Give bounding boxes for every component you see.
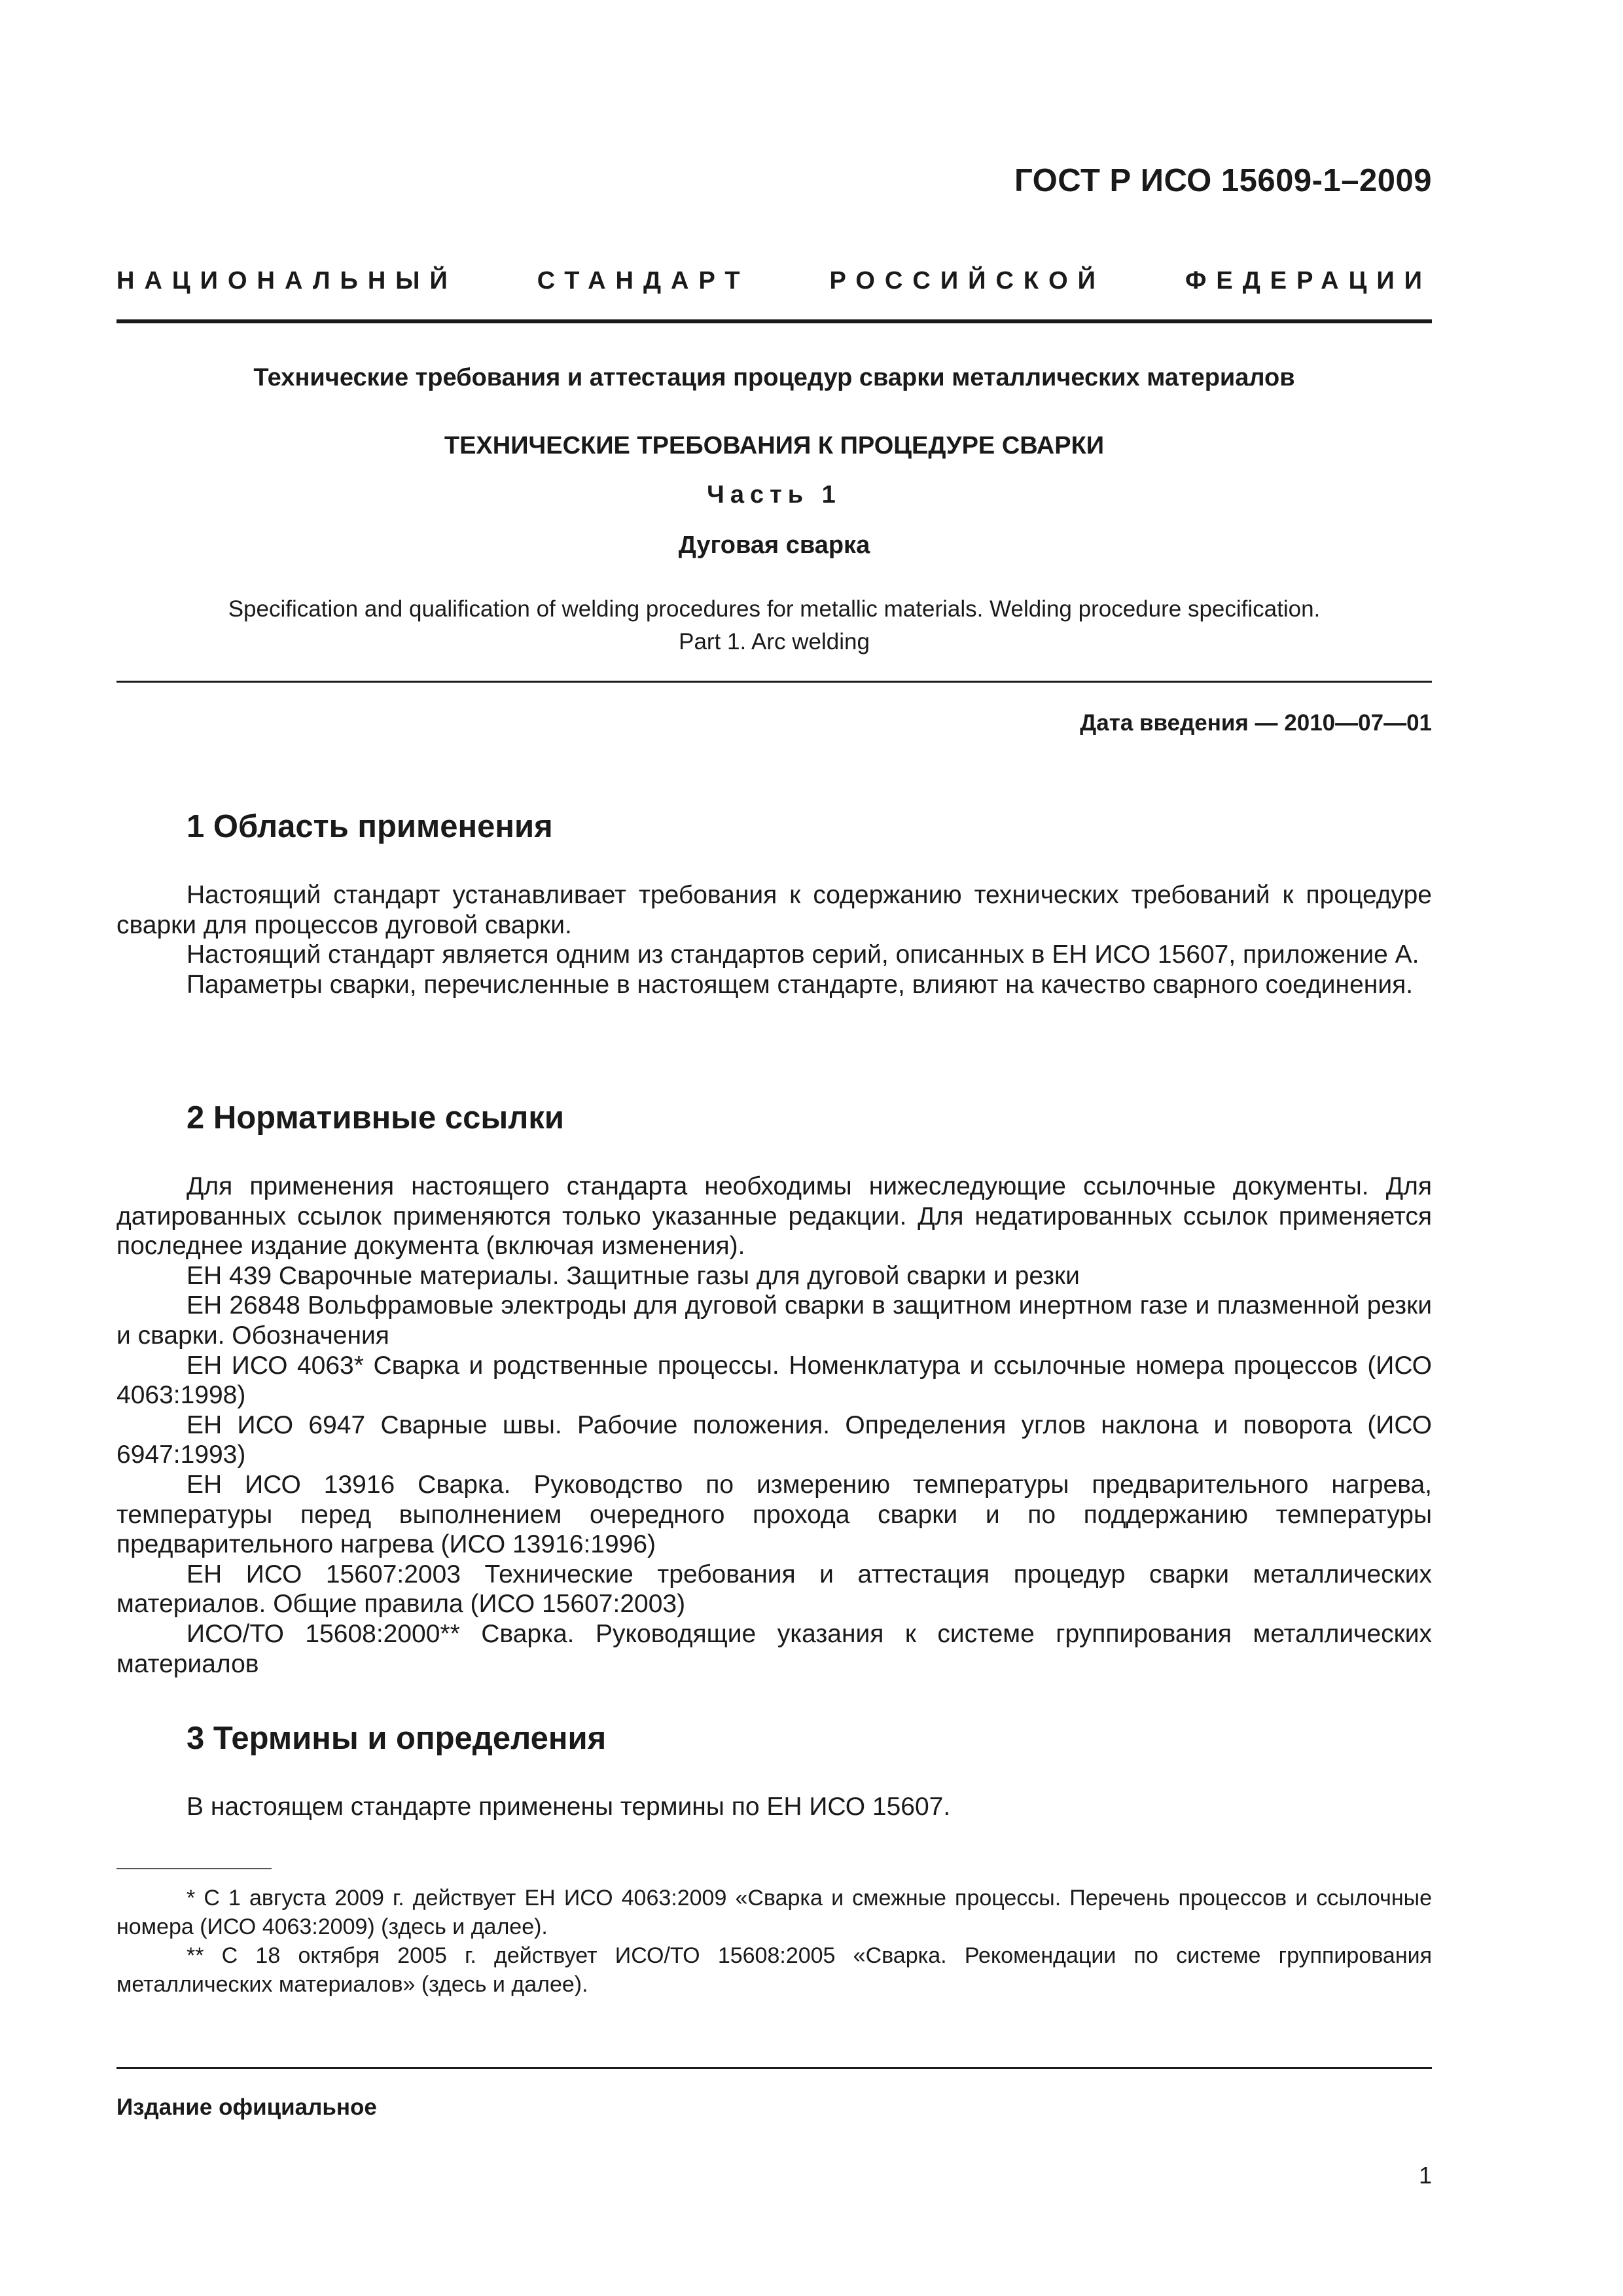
section-body-scope (116, 880, 1432, 999)
national-standard-line (116, 267, 1432, 295)
national-word: ФЕДЕРАЦИИ (1185, 267, 1432, 295)
title-english-line-1: Specification and qualification of welding procedures for metallic materials. Welding procedure specification. (228, 596, 1321, 622)
reference-item: ИСО/ТО 15608:2000** Сварка. Руководящие указания к системе группирования металлических материалов (116, 1619, 1432, 1678)
reference-item: ЕН 26848 Вольфрамовые электроды для дуговой сварки в защитном инертном газе и плазменной резки и сварки. Обозначения (116, 1291, 1432, 1350)
footer-rule (116, 2067, 1432, 2069)
section-heading-terms: 3 Термины и определения (187, 1721, 607, 1756)
footnotes (116, 1884, 1432, 1999)
title-english-line-2: Part 1. Arc welding (679, 629, 870, 655)
national-word: РОССИЙСКОЙ (829, 267, 1105, 295)
paragraph: Параметры сварки, перечисленные в настоящем стандарте, влияют на качество сварного соединения. (187, 970, 1414, 999)
section-heading-scope: 1 Область применения (187, 809, 553, 844)
reference-item: ЕН ИСО 4063* Сварка и родственные процессы. Номенклатура и ссылочные номера процессов (ИСО 4063:1998) (116, 1351, 1432, 1410)
reference-item: ЕН ИСО 15607:2003 Технические требования и аттестация процедур сварки металлических материалов. Общие правила (ИСО 15607:2003) (116, 1560, 1432, 1619)
title-rule (116, 681, 1432, 683)
part-label: Часть 1 (707, 481, 842, 509)
footnote: * С 1 августа 2009 г. действует ЕН ИСО 4063:2009 «Сварка и смежные процессы. Перечень процессов и ссылочные номера (ИСО 4063:2009) (здесь и далее). (116, 1886, 1432, 1939)
page-number: 1 (1418, 2162, 1432, 2189)
document-number: ГОСТ Р ИСО 15609-1–2009 (1014, 163, 1432, 198)
title-caps: ТЕХНИЧЕСКИЕ ТРЕБОВАНИЯ К ПРОЦЕДУРЕ СВАРКИ (444, 432, 1105, 459)
reference-item: ЕН ИСО 6947 Сварные швы. Рабочие положения. Определения углов наклона и поворота (ИСО 6947:1993) (116, 1410, 1432, 1469)
national-word: НАЦИОНАЛЬНЫЙ (116, 267, 457, 295)
title-english (116, 593, 1432, 658)
reference-item: ЕН 439 Сварочные материалы. Защитные газы для дуговой сварки и резки (187, 1261, 1080, 1290)
paragraph: Для применения настоящего стандарта необходимы нижеследующие ссылочные документы. Для датированных ссылок применяются только указанные редакции. Для недатированных ссылок применяется последнее издание документа (включая изменения). (116, 1172, 1432, 1261)
paragraph: Настоящий стандарт является одним из стандартов серий, описанных в ЕН ИСО 15607, приложение А. (187, 941, 1419, 969)
section-body-references (116, 1172, 1432, 1679)
header-rule (116, 319, 1432, 323)
section-body-terms (116, 1792, 1432, 1822)
introduction-date: Дата введения — 2010—07—01 (1080, 710, 1432, 736)
official-edition-label: Издание официальное (116, 2094, 377, 2120)
title-russian: Технические требования и аттестация процедур сварки металлических материалов (253, 364, 1295, 391)
national-word: СТАНДАРТ (537, 267, 750, 295)
section-heading-references: 2 Нормативные ссылки (187, 1100, 564, 1136)
paragraph: В настоящем стандарте применены термины по ЕН ИСО 15607. (187, 1793, 951, 1821)
title-subtitle: Дуговая сварка (678, 531, 870, 559)
paragraph: Настоящий стандарт устанавливает требования к содержанию технических требований к процедуре сварки для процессов дуговой сварки. (116, 881, 1432, 939)
footnote: ** С 18 октября 2005 г. действует ИСО/ТО 15608:2005 «Сварка. Рекомендации по системе группирования металлических материалов» (здесь и далее). (116, 1943, 1432, 1997)
reference-item: ЕН ИСО 13916 Сварка. Руководство по измерению температуры предварительного нагрева, температуры перед выполнением очередного прохода сварки и по поддержанию температуры предварительного нагрева (ИСО 13916:1996) (116, 1470, 1432, 1559)
footnote-separator (116, 1868, 272, 1869)
